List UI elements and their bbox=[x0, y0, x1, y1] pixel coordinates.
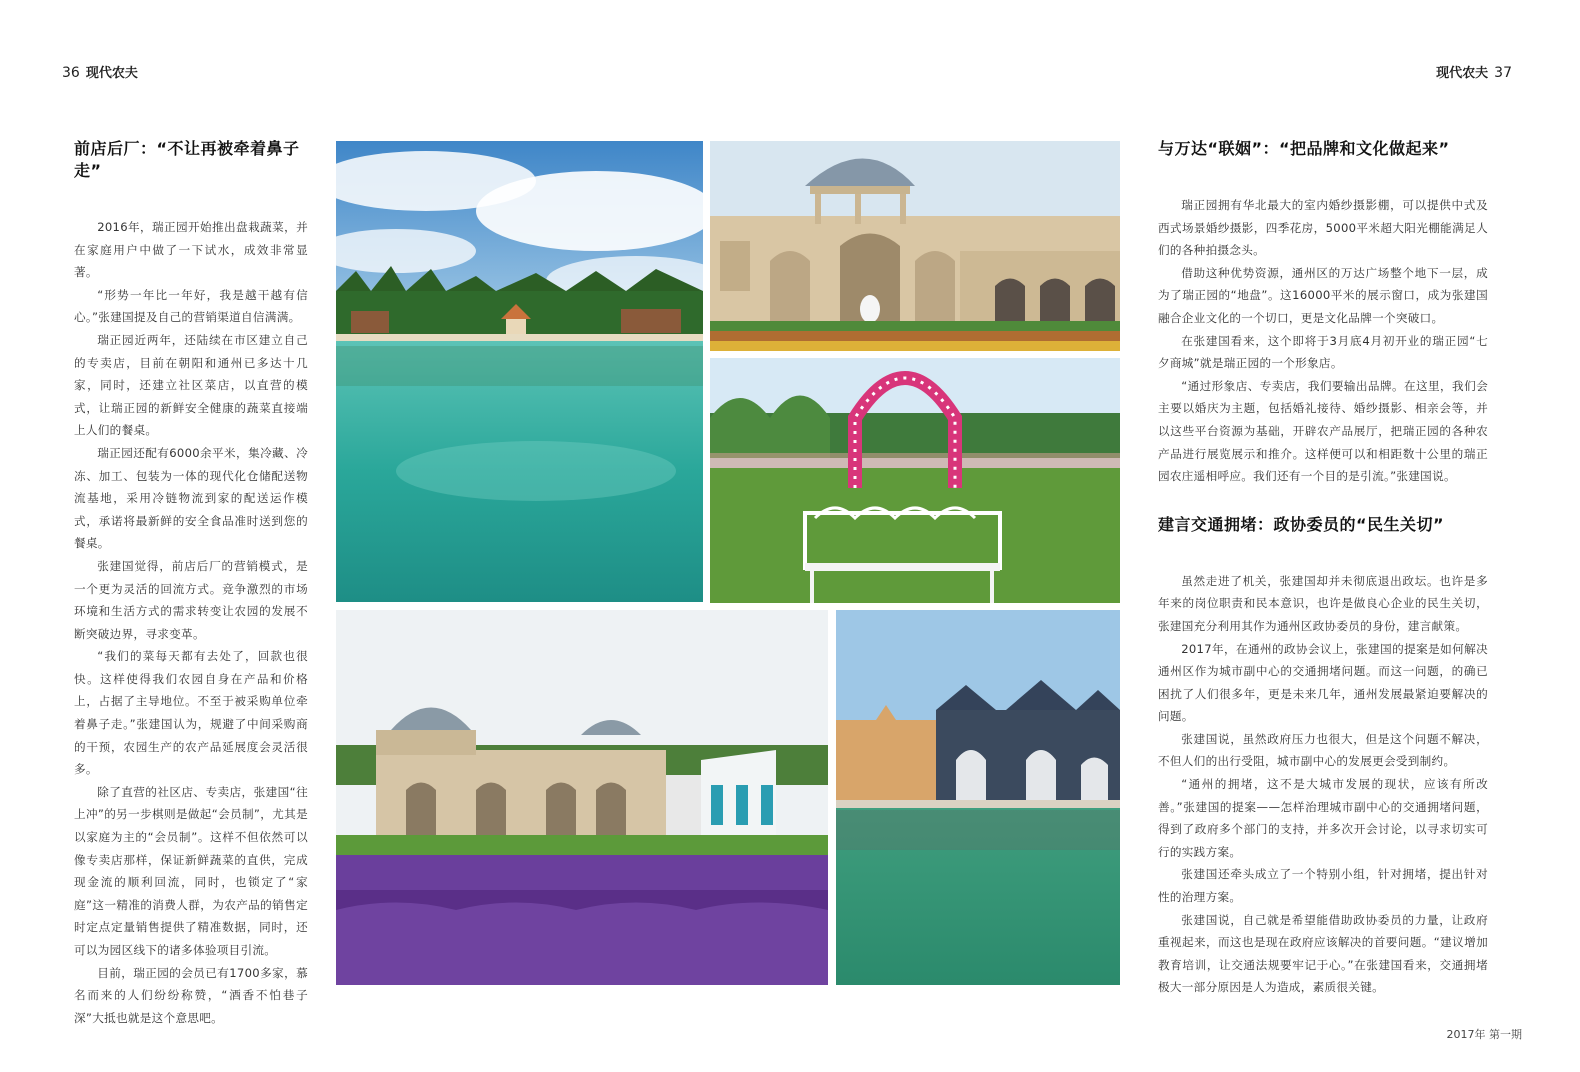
article-paragraph: 2016年，瑞正园开始推出盘栽蔬菜，并在家庭用户中做了一下试水，成效非常显著。 bbox=[74, 220, 308, 280]
article-paragraph: 张建国还牵头成立了一个特别小组，针对拥堵，提出针对性的治理方案。 bbox=[1158, 867, 1488, 905]
left-page-number: 36 bbox=[62, 65, 80, 81]
article-paragraph: 张建国说，自己就是希望能借助政协委员的力量，让政府重视起来，而这也是现在政府应该解决的首要问题。“建议增加教育培训，让交通法规要牢记于心。”在张建国看来，交通拥堵极大一部分原因是人为造成，素质很关键。 bbox=[1158, 912, 1488, 995]
article-paragraph: 瑞正园拥有华北最大的室内婚纱摄影棚，可以提供中式及西式场景婚纱摄影，四季花房，5000平米超大阳光棚能满足人们的各种拍摄念头。 bbox=[1158, 198, 1488, 258]
lavender-field-building-photo bbox=[336, 610, 828, 985]
left-page-header bbox=[56, 62, 138, 81]
article-paragraph: “通过形象店、专卖店，我们要输出品牌。在这里，我们会主要以婚庆为主题，包括婚礼接待、婚纱摄影、相亲会等，并以这些平台资源为基础，开辟农产品展厅，把瑞正园的各种农产品进行展览展示和推介。这样便可以和相距数十公里的瑞正园农庄遥相呼应。我们还有一个目的是引流。”张建国说。 bbox=[1158, 378, 1488, 484]
article-paragraph: 在张建国看来，这个即将于3月底4月初开业的瑞正园“七夕商城”就是瑞正园的一个形象店。 bbox=[1158, 333, 1488, 371]
article-paragraph: 瑞正园近两年，还陆续在市区建立自己的专卖店，目前在朝阳和通州已多达十几家，同时，还建立社区菜店，以直营的模式，让瑞正园的新鲜安全健康的蔬菜直接端上人们的餐桌。 bbox=[74, 332, 308, 438]
right-page-header bbox=[1436, 62, 1518, 81]
right-page-number: 37 bbox=[1494, 65, 1512, 81]
left-article-column bbox=[74, 138, 308, 1029]
section-heading-storefront: 前店后厂：“不让再被牵着鼻子走” bbox=[74, 139, 300, 180]
issue-footer: 2017年 第一期 bbox=[1446, 1028, 1522, 1041]
article-paragraph: 张建国觉得，前店后厂的营销模式，是一个更为灵活的回流方式。竞争激烈的市场环境和生活方式的需求转变让农园的发展不断突破边界，寻求变革。 bbox=[74, 558, 308, 641]
article-paragraph: “形势一年比一年好，我是越干越有信心。”张建国提及自己的营销渠道自信满满。 bbox=[74, 287, 308, 325]
right-article-column bbox=[1158, 138, 1488, 999]
flower-arch-bench-photo bbox=[710, 358, 1120, 603]
article-paragraph: 瑞正园还配有6000余平米，集冷藏、冷冻、加工、包装为一体的现代化仓储配送物流基地，采用冷链物流到家的配送运作模式，承诺将最新鲜的安全食品准时送到您的餐桌。 bbox=[74, 445, 308, 551]
castle-lake-photo bbox=[836, 610, 1120, 985]
right-magazine-title: 现代农夫 bbox=[1436, 66, 1489, 81]
article-paragraph: 目前，瑞正园的会员已有1700多家，慕名而来的人们纷纷称赞，“酒香不怕巷子深”大抵也就是这个意思吧。 bbox=[74, 965, 308, 1025]
left-magazine-title: 现代农夫 bbox=[85, 66, 138, 81]
domed-building-wedding-photo bbox=[710, 141, 1120, 351]
article-paragraph: “我们的菜每天都有去处了，回款也很快。这样使得我们农园自身在产品和价格上，占据了主导地位。不至于被采购单位牵着鼻子走。”张建国认为，规避了中间采购商的干预，农园生产的农产品延展度会灵活很多。 bbox=[74, 649, 308, 777]
article-paragraph: “通州的拥堵，这不是大城市发展的现状，应该有所改善。”张建国的提案——怎样治理城市副中心的交通拥堵问题，得到了政府多个部门的支持，并多次开会讨论，以寻求切实可行的实践方案。 bbox=[1158, 777, 1488, 859]
article-paragraph: 虽然走进了机关，张建国却并未彻底退出政坛。也许是多年来的岗位职责和民本意识，也许是做良心企业的民生关切，张建国充分利用其作为通州区政协委员的身份，建言献策。 bbox=[1158, 573, 1488, 633]
article-paragraph: 张建国说，虽然政府压力也很大，但是这个问题不解决，不但人们的出行受阻，城市副中心的发展更会受到制约。 bbox=[1158, 731, 1488, 769]
section-heading-wanda: 与万达“联姻”：“把品牌和文化做起来” bbox=[1158, 139, 1450, 158]
article-paragraph: 除了直营的社区店、专卖店，张建国“往上冲”的另一步棋则是做起“会员制”，尤其是以家庭为主的“会员制”。这样不但依然可以像专卖店那样，保证新鲜蔬菜的直供，完成现金流的顺利回流，同时，也锁定了“家庭”这一精准的消费人群，为农产品的销售定时定点定量销售提供了精准数据，同时，还可以为园区线下的诸多体验项目引流。 bbox=[74, 784, 308, 957]
lake-pavilion-photo bbox=[336, 141, 703, 602]
article-paragraph: 2017年，在通州的政协会议上，张建国的提案是如何解决通州区作为城市副中心的交通拥堵问题。而这一问题，的确已困扰了人们很多年，更是未来几年，通州发展最紧迫要解决的问题。 bbox=[1158, 641, 1488, 724]
article-paragraph: 借助这种优势资源，通州区的万达广场整个地下一层，成为了瑞正园的“地盘”。这16000平米的展示窗口，成为张建国融合企业文化的一个切口，更是文化品牌一个突破口。 bbox=[1158, 265, 1488, 325]
section-heading-traffic: 建言交通拥堵：政协委员的“民生关切” bbox=[1158, 514, 1445, 534]
